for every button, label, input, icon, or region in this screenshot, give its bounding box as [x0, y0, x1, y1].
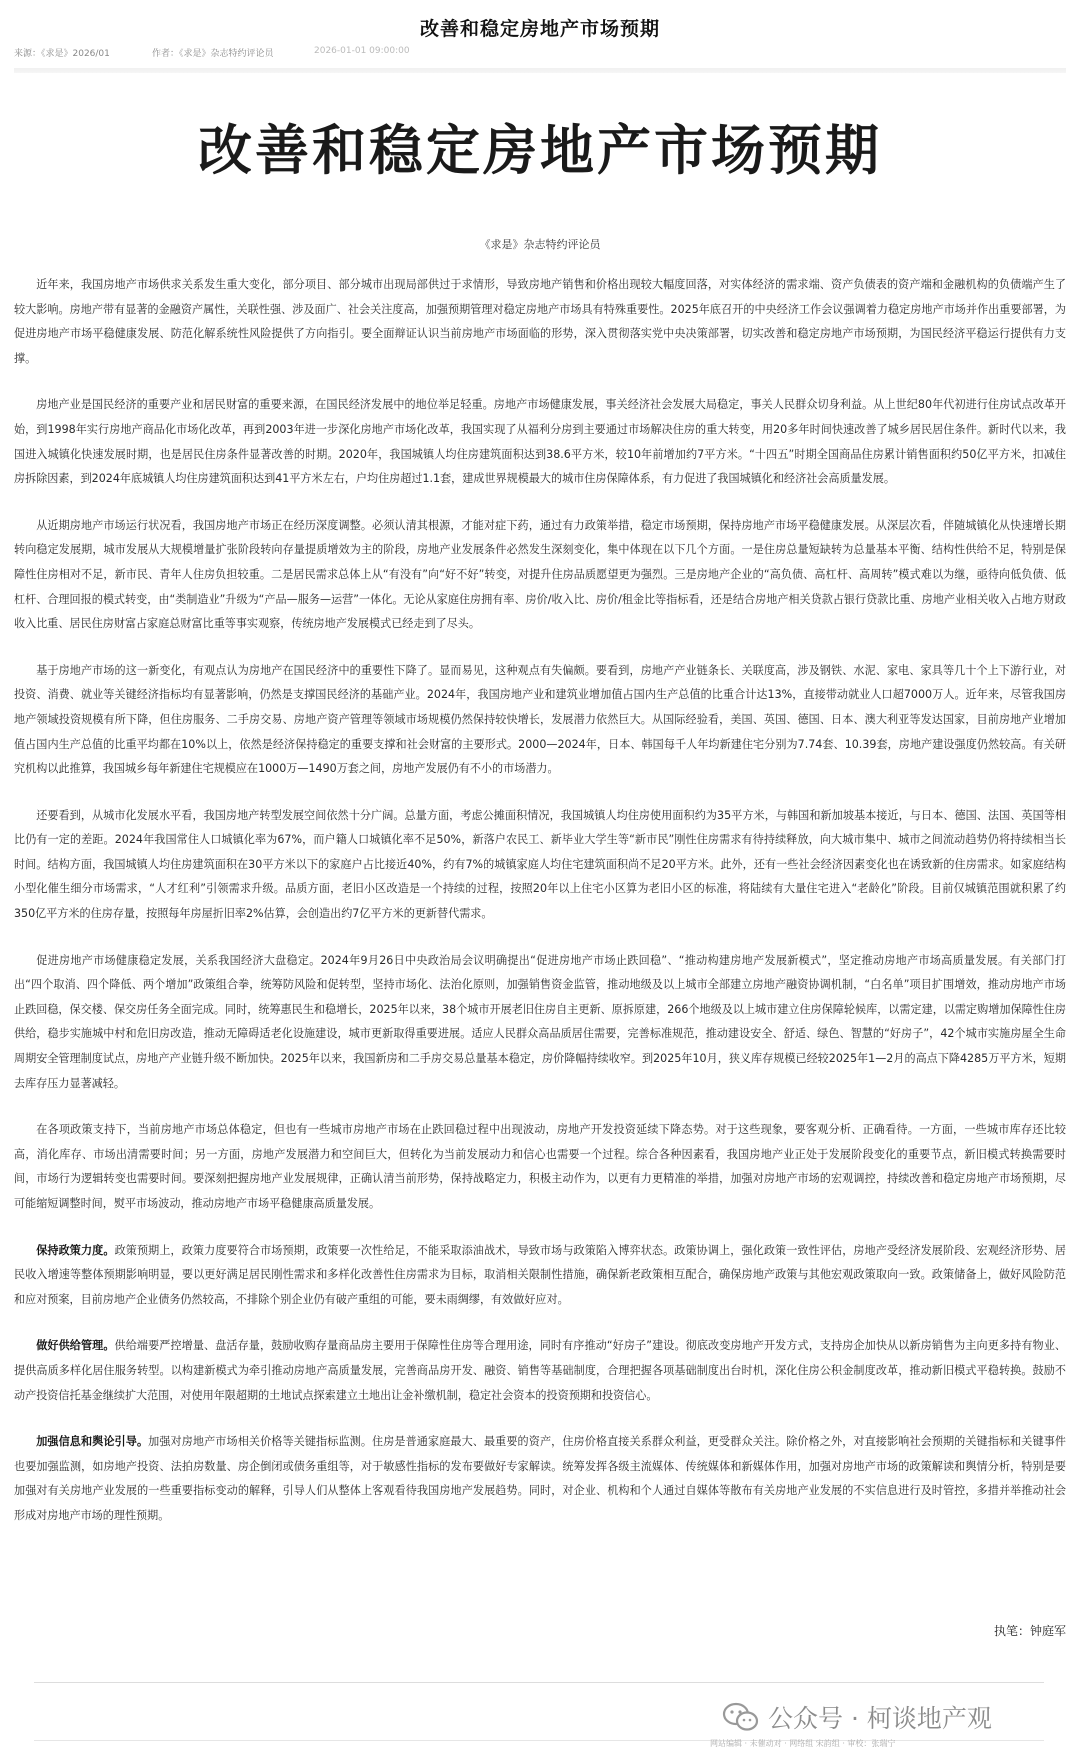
paragraph: 促进房地产市场健康稳定发展，关系我国经济大盘稳定。2024年9月26日中央政治局会议明确提出“促进房地产市场止跌回稳”、“推动构建房地产发展新模式”，坚定推动房地产市场高质量发展。有关部门打出“四个取消、四个降低、两个增加”政策组合拳，统筹防风险和促转型，坚持市场化、法治化原则，加强销售资金监管，推动地级及以上城市全部建立房地产融资协调机制，“白名单”项目扩围增效，推动房地产市场止跌回稳，保交楼、保交房任务全面完成。同时，统筹惠民生和稳增长，2025年以来，38个城市开展老旧住房自主更新、原拆原建，266个地级及以上城市建立住房保障轮候库，以需定建，以需定购增加保障性住房供给，稳步实施城中村和危旧房改造，推动无障碍适老化设施建设，城市更新取得重要进展。适应人民群众高品质居住需要，完善标准规范，推动建设安全、舒适、绿色、智慧的“好房子”，42个城市实施房屋全生命周期安全管理制度试点，房地产产业链升级不断加快。2025年以来，我国新房和二手房交易总量基本稳定，房价降幅持续收窄。到2025年10月，狭义库存规模已经较2025年1—2月的高点下降4285万平方米，短期去库存压力显著减轻。 — [14, 953, 1066, 1090]
article-byline: 《求是》杂志特约评论员 — [479, 238, 601, 251]
page-header-title: 改善和稳定房地产市场预期 — [419, 18, 660, 40]
header-divider — [14, 68, 1066, 73]
footer-divider — [34, 1682, 1044, 1683]
wechat-icon — [722, 1702, 760, 1732]
article-meta — [14, 46, 1064, 60]
paragraph: 基于房地产市场的这一新变化，有观点认为房地产在国民经济中的重要性下降了。显而易见，这种观点有失偏颇。要看到，房地产产业链条长、关联度高，涉及钢铁、水泥、家电、家具等几十个上下游行业，对投资、消费、就业等关键经济指标均有显著影响，仍然是支撑国民经济的基础产业。2024年，我国房地产业和建筑业增加值占国内生产总值的比重合计达13%，直接带动就业人口超7000万人。近年来，尽管我国房地产领域投资规模有所下降，但住房服务、二手房交易、房地产资产管理等领域市场规模仍然保持较快增长，发展潜力依然巨大。从国际经验看，美国、英国、德国、日本、澳大利亚等发达国家，目前房地产业增加值占国内生产总值的比重平均都在10%以上，依然是经济保持稳定的重要支撑和社会财富的主要形式。2000—2024年，日本、韩国每千人年均新建住宅分别为7.74套、10.39套，房地产建设强度仍然较高。有关研究机构以此推算，我国城乡每年新建住宅规模应在1000万—1490万套之间，房地产发展仍有不小的市场潜力。 — [14, 663, 1066, 776]
paragraph: 近年来，我国房地产市场供求关系发生重大变化，部分项目、部分城市出现局部供过于求情形，导致房地产销售和价格出现较大幅度回落，对实体经济的需求端、资产负债表的资产端和金融机构的负债端产生了较大影响。房地产带有显著的金融资产属性，关联性强、涉及面广、社会关注度高，加强预期管理对稳定房地产市场具有特殊重要性。2025年底召开的中央经济工作会议强调着力稳定房地产市场并作出重要部署，为促进房地产市场平稳健康发展、防范化解系统性风险提供了方向指引。要全面辩证认识当前房地产市场面临的形势，深入贯彻落实党中央决策部署，切实改善和稳定房地产市场预期，为国民经济平稳运行提供有力支撑。 — [14, 278, 1066, 365]
footer-editor-note: 网站编辑 · 未催动对 · 网络组 宋韵组 · 审校：张瑞宁 — [710, 1739, 896, 1748]
paragraph-lead: 做好供给管理。 — [36, 1339, 115, 1353]
paragraph: 从近期房地产市场运行状况看，我国房地产市场正在经历深度调整。必须认清其根源，才能对症下药，通过有力政策举措，稳定市场预期，保持房地产市场平稳健康发展。从深层次看，伴随城镇化从快速增长期转向稳定发展期，城市发展从大规模增量扩张阶段转向存量提质增效为主的阶段，房地产业发展条件必然发生深刻变化，集中体现在以下几个方面。一是住房总量短缺转为总量基本平衡、结构性供给不足，特别是保障性住房相对不足，新市民、青年人住房负担较重。二是居民需求总体上从“有没有”向“好不好”转变，对提升住房品质愿望更为强烈。三是房地产企业的“高负债、高杠杆、高周转”模式难以为继，亟待向低负债、低杠杆、合理回报的模式转变，由“类制造业”升级为“产品—服务—运营”一体化。无论从家庭住房拥有率、房价/收入比、房价/租金比等指标看，还是结合房地产相关贷款占银行贷款比重、房地产业相关收入占地方财政收入比重、居民住房财富占家庭总财富比重等事实观察，传统房地产发展模式已经走到了尽头。 — [14, 518, 1066, 631]
watermark-text: 公众号 · 柯谈地产观 — [768, 1704, 992, 1733]
meta-author: 作者：《求是》杂志特约评论员 — [152, 49, 274, 59]
article-author: 执笔：钟庭军 — [993, 1624, 1066, 1638]
paragraph: 还要看到，从城市化发展水平看，我国房地产转型发展空间依然十分广阔。总量方面，考虑公摊面积情况，我国城镇人均住房使用面积约为35平方米，与韩国和新加坡基本接近，与日本、德国、法国、英国等相比仍有一定的差距。2024年我国常住人口城镇化率为67%，而户籍人口城镇化率不足50%，新落户农民工、新毕业大学生等“新市民”刚性住房需求有待持续释放，向大城市集中、城市之间流动趋势仍将持续相当长时间。结构方面，我国城镇人均住房建筑面积在30平方米以下的家庭户占比接近40%，约有7%的城镇家庭人均住宅建筑面积尚不足20平方米。此外，还有一些社会经济因素变化也在诱致新的住房需求。如家庭结构小型化催生细分市场需求，“人才红利”引领需求升级。品质方面，老旧小区改造是一个持续的过程，按照20年以上住宅小区算为老旧小区的标准，将陆续有大量住宅进入“老龄化”阶段。目前仅城镇范围就积累了约350亿平方米的住房存量，按照每年房屋折旧率2%估算，会创造出约7亿平方米的更新替代需求。 — [14, 808, 1066, 921]
paragraph-supply-management: 做好供给管理。供给端要严控增量、盘活存量，鼓励收购存量商品房主要用于保障性住房等合理用途，同时有序推动“好房子”建设。彻底改变房地产开发方式，支持房企加快从以新房销售为主向更多持有物业、提供高质多样化居住服务转型。以构建新模式为牵引推动房地产高质量发展，完善商品房开发、融资、销售等基础制度，合理把握各项基础制度出台时机，深化住房公积金制度改革，推动新旧模式平稳转换。鼓励不动产投资信托基金继续扩大范围，对使用年限超期的土地试点探索建立土地出让金补缴机制，稳定社会资本的投资预期和投资信心。 — [14, 1339, 1066, 1402]
paragraph-policy-strength: 保持政策力度。政策预期上，政策力度要符合市场预期，政策要一次性给足，不能采取添油战术，导致市场与政策陷入博弈状态。政策协调上，强化政策一致性评估，房地产受经济发展阶段、宏观经济形势、居民收入增速等整体预期影响明显，要以更好满足居民刚性需求和多样化改善性住房需求为目标，取消相关限制性措施，确保新老政策相互配合，确保房地产政策与其他宏观政策取向一致。政策储备上，做好风险防范和应对预案，目前房地产企业债务仍然较高，不排除个别企业仍有破产重组的可能，要未雨绸缪，有效做好应对。 — [14, 1243, 1066, 1306]
meta-date: 2026-01-01 09:00:00 — [314, 46, 410, 56]
paragraph: 房地产业是国民经济的重要产业和居民财富的重要来源，在国民经济发展中的地位举足轻重。房地产市场健康发展，事关经济社会发展大局稳定，事关人民群众切身利益。从上世纪80年代初进行住房试点改革开始，到1998年实行房地产商品化市场化改革，再到2003年进一步深化房地产市场化改革，我国实现了从福利分房到主要通过市场解决住房的重大转变，用20多年时间快速改善了城乡居民居住条件。新时代以来，我国进入城镇化快速发展时期，也是居民住房条件显著改善的时期。2020年，我国城镇人均住房建筑面积达到38.6平方米，较10年前增加约7平方米。“十四五”时期全国商品住房累计销售面积约50亿平方米，扣减住房拆除因素，到2024年底城镇人均住房建筑面积达到41平方米左右，户均住房超过1.1套，建成世界规模最大的城市住房保障体系，有力促进了我国城镇化和经济社会高质量发展。 — [14, 398, 1066, 486]
paragraph-info-guidance: 加强信息和舆论引导。加强对房地产市场相关价格等关键指标监测。住房是普通家庭最大、最重要的资产，住房价格直接关系群众利益，更受群众关注。除价格之外，对直接影响社会预期的关键指标和关键事件也要加强监测，如房地产投资、法拍房数量、房企倒闭或债务重组等，对于敏感性指标的发布要做好专家解读。统筹发挥各级主流媒体、传统媒体和新媒体作用，加强对房地产市场的政策解读和舆情分析，特别是要加强对有关房地产业发展的一些重要指标变动的解释，引导人们从整体上客观看待我国房地产发展趋势。同时，对企业、机构和个人通过自媒体等散布有关房地产业发展的不实信息进行及时管控，多措并举推动社会形成对房地产市场的理性预期。 — [14, 1435, 1066, 1522]
paragraph: 在各项政策支持下，当前房地产市场总体稳定，但也有一些城市房地产市场在止跌回稳过程中出现波动，房地产开发投资延续下降态势。对于这些现象，要客观分析、正确看待。一方面，一些城市库存还比较高，消化库存、市场出清需要时间；另一方面，房地产发展潜力和空间巨大，但转化为当前发展动力和信心也需要一个过程。综合各种因素看，我国房地产业正处于发展阶段变化的重要节点，新旧模式转换需要时间，市场行为逻辑转变也需要时间。要深刻把握房地产业发展规律，正确认清当前形势，保持战略定力，积极主动作为，以更有力更精准的举措，加强对房地产市场的宏观调控，持续改善和稳定房地产市场预期，尽可能缩短调整时间，熨平市场波动，推动房地产市场平稳健康高质量发展。 — [14, 1123, 1066, 1210]
article-title: 改善和稳定房地产市场预期 — [198, 119, 882, 182]
article-body — [14, 273, 1066, 1551]
wechat-watermark — [722, 1700, 992, 1734]
paragraph-lead: 加强信息和舆论引导。 — [36, 1435, 149, 1449]
meta-source: 来源：《求是》2026/01 — [14, 49, 110, 59]
paragraph-lead: 保持政策力度。 — [36, 1243, 115, 1257]
